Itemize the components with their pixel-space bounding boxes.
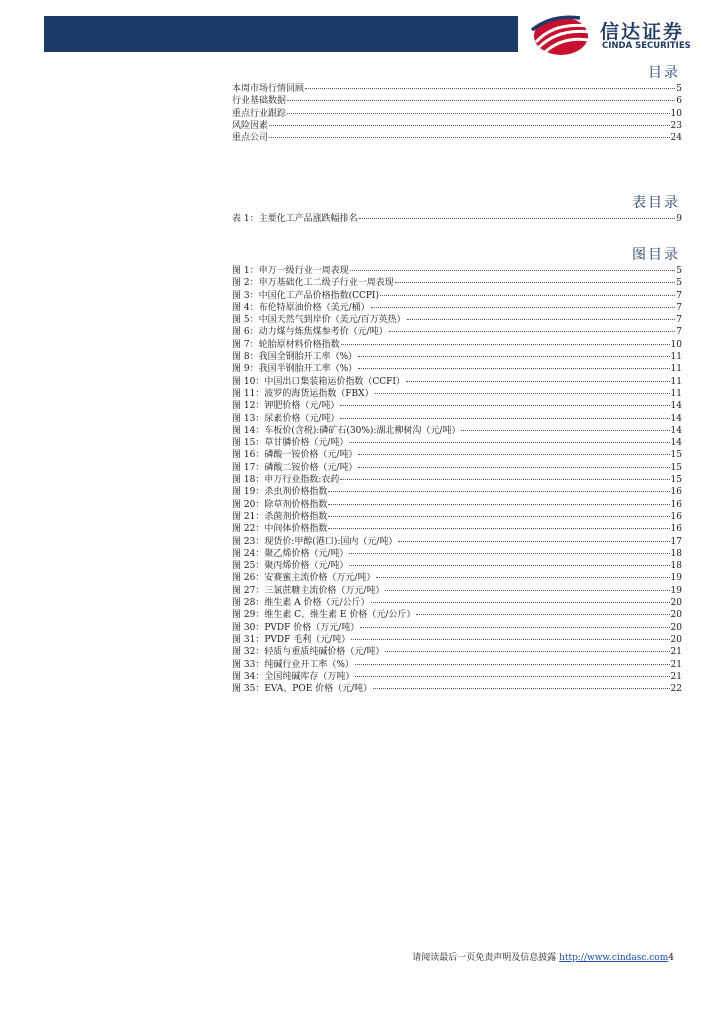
dot-leader [355,676,669,677]
figure-toc-entry-page: 20 [670,610,682,621]
figure-toc-entry-page: 18 [670,548,682,559]
figure-toc-entry-label: 图 4：布伦特原油价格（美元/桶） [232,302,370,313]
dot-leader [340,418,669,419]
figure-toc-entry-page: 16 [670,499,682,510]
figure-toc-entry-page: 7 [676,290,682,301]
figure-toc-entry-page: 16 [670,511,682,522]
figure-toc-entry-label: 图 26：安赛蜜主流价格（万元/吨） [232,573,376,584]
figure-toc-entry-label: 图 30：PVDF 价格（万元/吨） [232,622,360,633]
figure-toc-entry-page: 14 [670,413,682,424]
dot-leader [328,491,669,492]
footer-url-link[interactable]: http://www.cindasc.com [559,953,669,963]
dot-leader [406,381,670,382]
figure-toc-entry[interactable] [232,462,682,474]
figure-toc-entry[interactable] [232,486,682,498]
figure-toc-entry-label: 图 15：草甘膦价格（元/吨） [232,438,349,449]
dot-leader [385,651,669,652]
figure-toc-entry-page: 22 [670,684,682,695]
figure-toc-entry[interactable] [232,548,682,560]
dot-leader [389,331,676,332]
dot-leader [351,639,669,640]
dot-leader [371,307,676,308]
toc-entry-label: 重点公司 [232,133,269,144]
dot-leader [358,454,669,455]
figure-toc-entry[interactable] [232,290,682,302]
figure-toc-entry-label: 图 1：申万一级行业一周表现 [232,266,349,276]
figure-toc-entry[interactable] [232,511,682,523]
dot-leader [328,516,669,517]
figure-toc-entry-label: 图 13：尿素价格（元/吨） [232,413,340,424]
figure-toc-entry-label: 图 14：车板价(含税):磷矿石(30%):湖北柳树沟（元/吨） [232,425,461,436]
dot-leader [380,295,675,296]
figure-toc-entry-page: 16 [670,524,682,535]
toc-entry[interactable] [232,83,682,95]
toc-entry-page: 23 [670,120,682,131]
figure-toc-entry-label: 图 25：聚丙烯价格（元/吨） [232,561,349,572]
dot-leader [287,100,675,101]
figure-toc-entry[interactable] [232,265,682,277]
toc-entry-page: 10 [670,108,682,119]
figure-toc-entry-label: 图 31：PVDF 毛利（元/吨） [232,634,351,645]
toc-entry[interactable] [232,108,682,120]
figure-toc-entry[interactable] [232,413,682,425]
figure-toc-entry[interactable] [232,437,682,449]
toc-entry-page: 24 [670,133,682,144]
figure-toc-entry[interactable] [232,388,682,400]
figure-toc-entry[interactable] [232,302,682,314]
dot-leader [355,664,670,665]
figure-toc-entry-page: 15 [670,462,682,473]
figure-toc-entry-label: 图 6：动力煤与炼焦煤参考价（元/吨） [232,327,388,338]
toc-entry-label: 风险因素 [232,120,269,131]
figure-toc-entry-page: 14 [670,401,682,412]
figure-toc-entry-page: 15 [670,475,682,486]
figures-toc-list [232,265,682,695]
figure-toc-entry[interactable] [232,326,682,338]
toc-entry[interactable] [232,120,682,132]
figure-toc-entry[interactable] [232,597,682,609]
figure-toc-entry[interactable] [232,376,682,388]
cinda-logo [530,12,710,58]
figure-toc-entry-page: 11 [670,388,682,399]
footer-disclaimer: 请阅读最后一页免责声明及信息披露 [412,953,560,963]
figure-toc-entry[interactable] [232,474,682,486]
table-toc-entry[interactable] [232,213,682,225]
logo-chinese-text: 信达证券 [600,21,685,43]
figure-toc-entry-label: 图 27：三氯蔗糖主流价格（万元/吨） [232,585,385,596]
figure-toc-entry-label: 图 12：钾肥价格（元/吨） [232,401,340,412]
dot-leader [416,614,669,615]
dot-leader [340,479,669,480]
figure-toc-entry-page: 20 [670,622,682,633]
figure-toc-entry[interactable] [232,659,682,671]
figure-toc-entry-label: 图 32：轻质与重质纯碱价格（元/吨） [232,647,385,658]
dot-leader [341,344,670,345]
figure-toc-entry-page: 5 [676,266,682,276]
figure-toc-entry-page: 11 [670,364,682,375]
tables-toc-title: 表目录 [632,195,680,211]
dot-leader [358,467,669,468]
figure-toc-entry[interactable] [232,585,682,597]
figure-toc-entry-page: 19 [670,573,682,584]
dot-leader [340,405,669,406]
dot-leader [269,137,670,138]
figure-toc-entry[interactable] [232,634,682,646]
figures-toc-title: 图目录 [632,247,680,263]
figure-toc-entry[interactable] [232,339,682,351]
tables-toc-list [232,213,682,225]
dot-leader [398,541,669,542]
figure-toc-entry-page: 5 [676,278,682,289]
dot-leader [350,270,676,271]
figure-toc-entry-label: 图 7：轮胎原材料价格指数 [232,339,340,350]
figure-toc-entry-label: 图 22：中间体价格指数 [232,524,328,535]
figure-toc-entry-page: 20 [670,634,682,645]
figure-toc-entry-label: 图 10：中国出口集装箱运价指数（CCFI） [232,376,405,387]
dot-leader [373,688,669,689]
figure-toc-entry-label: 图 16：磷酸一铵价格（元/吨） [232,450,358,461]
dot-leader [269,125,670,126]
figure-toc-entry-label: 图 8：我国全钢胎开工率（%） [232,352,358,363]
figure-toc-entry-page: 20 [670,598,682,609]
toc-title: 目录 [648,65,680,81]
toc-list [232,83,682,144]
figure-toc-entry-label: 图 24：聚乙烯价格（元/吨） [232,548,349,559]
figure-toc-entry-page: 15 [670,450,682,461]
figure-toc-entry-label: 图 3：中国化工产品价格指数(CCPI) [232,290,379,301]
dot-leader [349,565,669,566]
figure-toc-entry-label: 图 33：纯碱行业开工率（%） [232,659,354,670]
figure-toc-entry[interactable] [232,646,682,658]
figure-toc-entry-page: 21 [670,671,682,682]
figure-toc-entry-page: 18 [670,561,682,572]
figure-toc-entry-page: 7 [676,315,682,326]
figure-toc-entry-page: 21 [670,647,682,658]
dot-leader [385,590,669,591]
figure-toc-entry-label: 图 23：现货价:甲醇(港口):国内（元/吨） [232,536,398,547]
dot-leader [371,602,670,603]
figure-toc-entry-page: 7 [676,327,682,338]
figure-toc-entry-label: 图 20：除草剂价格指数 [232,499,328,510]
toc-entry-page: 5 [676,84,682,94]
dot-leader [358,356,669,357]
figure-toc-entry-page: 19 [670,585,682,596]
toc-entry[interactable] [232,95,682,107]
footer [412,950,674,963]
dot-leader [349,553,669,554]
figure-toc-entry[interactable] [232,499,682,511]
dot-leader [287,113,670,114]
dot-leader [328,504,669,505]
figure-toc-entry[interactable] [232,363,682,375]
dot-leader [461,430,669,431]
toc-entry-label: 重点行业跟踪 [232,108,287,119]
figure-toc-entry-page: 17 [670,536,682,547]
figure-toc-entry-label: 图 19：杀虫剂价格指数 [232,487,328,498]
logo-english-text: CINDA SECURITIES [602,41,691,51]
figure-toc-entry-page: 14 [670,438,682,449]
dot-leader [375,393,670,394]
figure-toc-entry-label: 图 17：磷酸二铵价格（元/吨） [232,462,358,473]
dot-leader [376,577,669,578]
figure-toc-entry-label: 图 18：申万行业指数:农药 [232,475,340,486]
figure-toc-entry[interactable] [232,683,682,695]
figure-toc-entry-label: 图 21：杀菌剂价格指数 [232,511,328,522]
dot-leader [349,442,669,443]
figure-toc-entry[interactable] [232,314,682,326]
figure-toc-entry[interactable] [232,400,682,412]
figure-toc-entry[interactable] [232,609,682,621]
figure-toc-entry[interactable] [232,671,682,683]
dot-leader [328,528,669,529]
dot-leader [395,282,676,283]
dot-leader [407,319,676,320]
figure-toc-entry-page: 14 [670,425,682,436]
figure-toc-entry-page: 16 [670,487,682,498]
figure-toc-entry-page: 21 [670,659,682,670]
figure-toc-entry[interactable] [232,622,682,634]
figure-toc-entry-label: 图 29：维生素 C、维生素 E 价格（元/公斤） [232,610,416,621]
figure-toc-entry[interactable] [232,277,682,289]
cinda-logo-icon [530,12,594,58]
header-bar [44,16,518,52]
figure-toc-entry-label: 图 34：全国纯碱库存（万吨） [232,671,355,682]
toc-entry-page: 6 [676,96,682,107]
toc-entry-label: 行业基础数据 [232,96,287,107]
dot-leader [305,88,675,89]
toc-entry-label: 本周市场行情回顾 [232,84,305,94]
toc-entry[interactable] [232,132,682,144]
figure-toc-entry[interactable] [232,572,682,584]
table-toc-entry-page: 9 [676,214,682,224]
dot-leader [360,627,669,628]
table-toc-entry-label: 表 1：主要化工产品涨跌幅排名 [232,214,358,224]
figure-toc-entry[interactable] [232,351,682,363]
figure-toc-entry-label: 图 28：维生素 A 价格（元/公斤） [232,598,370,609]
dot-leader [359,218,676,219]
figure-toc-entry-label: 图 9：我国半钢胎开工率（%） [232,364,358,375]
figure-toc-entry-page: 10 [670,339,682,350]
figure-toc-entry[interactable] [232,560,682,572]
figure-toc-entry-label: 图 35：EVA、POE 价格（元/吨） [232,684,373,695]
figure-toc-entry[interactable] [232,449,682,461]
figure-toc-entry-label: 图 2：申万基础化工二级子行业一周表现 [232,278,394,289]
figure-toc-entry[interactable] [232,523,682,535]
dot-leader [358,368,669,369]
figure-toc-entry-label: 图 5：中国天然气到岸价（美元/百万英热） [232,315,406,326]
figure-toc-entry[interactable] [232,425,682,437]
figure-toc-entry-page: 11 [670,352,682,363]
figure-toc-entry-page: 11 [670,376,682,387]
page-number: 4 [668,953,674,963]
figure-toc-entry-label: 图 11：波罗的海货运指数（FBX） [232,388,374,399]
figure-toc-entry-page: 7 [676,302,682,313]
figure-toc-entry[interactable] [232,536,682,548]
